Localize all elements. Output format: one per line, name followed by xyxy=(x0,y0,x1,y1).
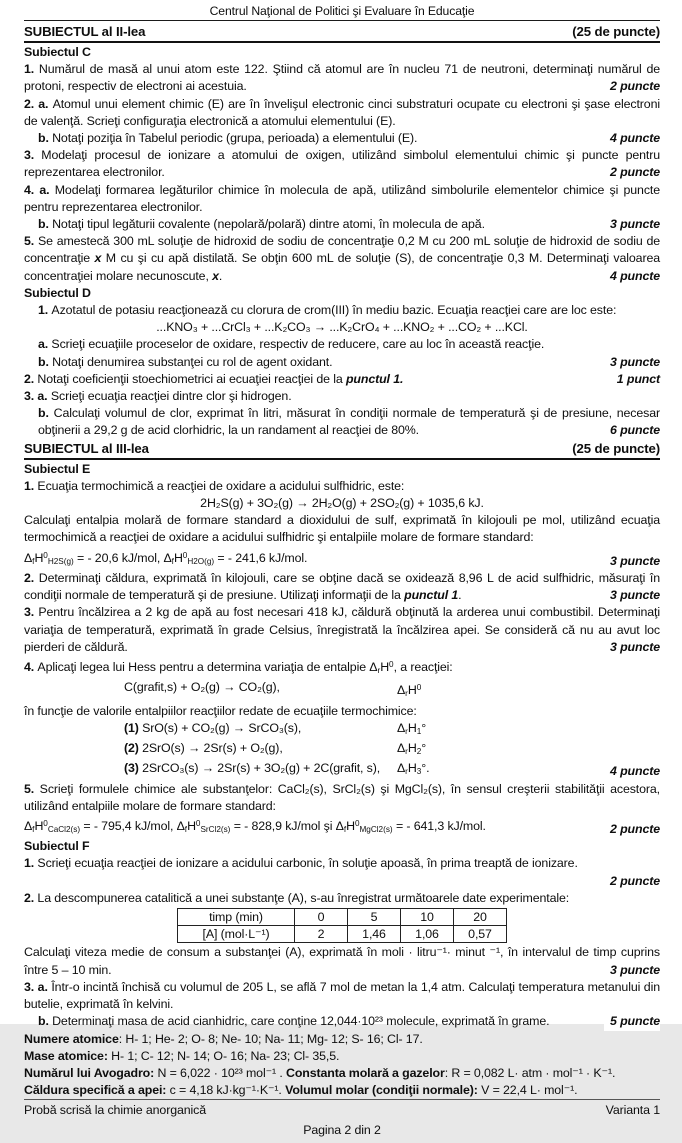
text-segment: 2H₂S(g) + 3O₂(g) → 2H₂O(g) + 2SO₂(g) + 1035,6 kJ. xyxy=(200,496,484,511)
text-segment: CaCl2(s) xyxy=(47,825,81,835)
text-segment: Calculaţi viteza medie de consum a substanţei (A), exprimată în moli · litru⁻¹· minut ⁻¹, în intervalul de timp cuprins între 5 – 10 min. xyxy=(24,945,660,977)
text-segment: M cu şi cu apă distilată. Se obţin 600 mL de soluţie (S), de concentraţie 0,3 M. Determinaţi valoarea concentraţiei molare necunoscute, xyxy=(24,251,660,283)
item-f3b xyxy=(24,1013,660,1030)
text-segment: Azotatul de potasiu reacţionează cu clorura de crom(III) în mediu bazic. Ecuaţia reacţiei care are loc este: xyxy=(51,303,617,318)
footer-divider xyxy=(24,1099,660,1100)
text-segment: Pentru încălzirea a 2 kg de apă au fost necesari 418 kJ, căldură obţinută la arderea unui combustibil. Determinaţi variaţia de temperatură, exprimată în grade Celsius, înregistrată la încălzirea apei. Se consideră că nu au avut loc pierderi de căldură. xyxy=(24,605,660,654)
item-e4-text xyxy=(24,703,660,720)
text-segment: 2SrO(s) → 2Sr(s) + O₂(g), xyxy=(142,741,283,756)
text-segment: f xyxy=(32,556,35,566)
text-segment: = - 795,4 kJ/mol, Δ xyxy=(80,819,185,834)
text-segment: punctul 1. xyxy=(345,371,404,386)
text-segment: 0 xyxy=(389,660,394,670)
org-name: Centrul Naţional de Politici şi Evaluare în Educaţie xyxy=(209,4,475,18)
text-segment: Δ xyxy=(397,761,406,776)
points-label: 3 puncte xyxy=(604,216,660,233)
item-e2 xyxy=(24,570,660,604)
subiectul-c-heading: Subiectul C xyxy=(24,45,91,59)
text-segment: 1. xyxy=(24,62,39,77)
text-segment: Notaţi coeficienţii stoechiometrici ai ecuaţiei reacţiei de la xyxy=(37,371,346,386)
text-segment: în funcţie de valorile entalpiilor reacţiilor redate de ecuaţiile termochimice: xyxy=(24,703,417,718)
table-cell: 2 xyxy=(295,926,348,943)
text-segment: a. xyxy=(38,337,52,352)
text-segment: . xyxy=(458,588,462,603)
text-segment: = - 20,6 kJ/mol, Δ xyxy=(73,550,172,565)
item-c2b xyxy=(24,130,660,147)
document-header xyxy=(24,3,660,21)
text-segment: Numărul de masă al unui atom este 122. Ştiind că atomul are în nucleu 71 de neutroni, determinaţi numărul de protoni, respectiv de electroni ai acestuia. xyxy=(24,62,660,94)
text-segment: Se amestecă 300 mL soluţie de hidroxid de sodiu de concentraţie 0,2 M cu 200 mL soluţie de hidroxid de sodiu de concentraţie xyxy=(24,234,660,266)
item-e5 xyxy=(24,781,660,815)
item-e1-text xyxy=(24,512,660,546)
text-segment: 0 xyxy=(182,550,188,560)
equation-e4-main xyxy=(24,679,660,702)
table-cell: 10 xyxy=(401,909,454,926)
points-label: 1 punct xyxy=(611,371,660,388)
text-segment: Δ xyxy=(24,819,33,834)
text-segment: 0 xyxy=(43,818,48,828)
text-segment: 3 xyxy=(416,767,422,777)
equation-left xyxy=(124,760,397,780)
item-e5-data xyxy=(24,815,660,838)
text-segment: Calculaţi entalpia molară de formare standard a dioxidului de sulf, exprimată în kilojouli pe mol, utilizând ecuaţia termochimică a reacţiei de oxidare a acidului sulfhidric şi entalpiile molare de formare standard: xyxy=(24,513,660,545)
text-segment: c = 4,18 kJ·kg⁻¹·K⁻¹. xyxy=(166,1083,286,1098)
text-segment: : R = 0,082 L· atm · mol⁻¹ · K⁻¹. xyxy=(444,1065,616,1080)
text-segment: H xyxy=(380,660,390,675)
item-c5 xyxy=(24,233,660,285)
text-segment: Notaţi tipul legăturii covalente (nepolară/polară) dintre atomi, în molecula de apă. xyxy=(52,217,485,232)
text-segment: ...KNO₃ + ...CrCl₃ + ...K₂CO₃ → ...K₂CrO₄ + ...KNO₂ + ...CO₂ + ...KCl. xyxy=(156,320,528,335)
text-segment: H xyxy=(407,761,417,776)
text-segment: H2S(g) xyxy=(47,556,74,566)
table-cell: 1,06 xyxy=(401,926,454,943)
points-label: 2 puncte xyxy=(604,78,660,95)
text-segment: H xyxy=(34,550,44,565)
equation-e4-2 xyxy=(24,740,660,760)
text-segment: H xyxy=(346,819,355,834)
section-points: (25 de puncte) xyxy=(572,440,660,456)
table-cell: timp (min) xyxy=(178,909,295,926)
text-segment: Determinaţi căldura, exprimată în kilojouli, care se obţine dacă se oxidează 8,96 L de acid sulfhidric, măsuraţi în condiţii normale de temperatură şi de presiune. Utilizaţi informaţii de la xyxy=(24,571,660,603)
text-segment: V = 22,4 L· mol⁻¹. xyxy=(477,1083,578,1098)
atomic-masses xyxy=(24,1048,660,1065)
text-segment: H xyxy=(407,683,417,698)
equation-d1 xyxy=(24,319,660,336)
text-segment: f xyxy=(32,825,35,835)
equation-e1 xyxy=(24,495,660,512)
equation-e4-3 xyxy=(24,760,660,780)
text-segment: H xyxy=(187,819,196,834)
equation-delta-h xyxy=(397,760,429,780)
section-title: SUBIECTUL al III-lea xyxy=(24,440,149,456)
text-segment: f xyxy=(184,825,188,835)
subiectul-3-bar xyxy=(24,440,660,460)
item-c4a xyxy=(24,182,660,216)
item-f1-points: 2 puncte xyxy=(610,873,660,888)
text-segment: Numărul lui Avogadro: xyxy=(24,1065,155,1080)
text-segment: r xyxy=(405,747,408,757)
text-segment: punctul 1 xyxy=(404,588,459,603)
text-segment: SrCl2(s) xyxy=(200,825,231,835)
item-d1b xyxy=(24,354,660,371)
avogadro-and-gas-constant xyxy=(24,1065,660,1082)
table-cell: 5 xyxy=(348,909,401,926)
item-f3a xyxy=(24,979,660,1013)
text-segment: = - 241,6 kJ/mol. xyxy=(214,550,308,565)
points-label: 6 puncte xyxy=(604,422,660,439)
specific-heat-and-molar-volume xyxy=(24,1082,660,1099)
text-segment: La descompunerea catalitică a unei substanţe (A), s-au înregistrat următoarele date experimentale: xyxy=(37,890,570,905)
text-segment: 1. xyxy=(24,478,38,493)
text-segment: Atomul unui element chimic (E) are în învelişul electronic cinci substraturi ocupate cu electroni şi şase electroni de valenţă. Scrieţi configuraţia electronică a atomului elementului (E). xyxy=(24,96,660,128)
item-d1a xyxy=(24,336,660,353)
table-cell: 1,46 xyxy=(348,926,401,943)
text-segment: Modelaţi procesul de ionizare a atomului de oxigen, utilizând simbolul elementului chimic şi puncte pentru reprezentarea electronilor. xyxy=(24,148,660,180)
text-segment: Calculaţi volumul de clor, exprimat în litri, măsurat în condiţii normale de temperatură şi de presiune, necesar obţinerii a 29,2 g de acid clorhidric, la un randament al reacţiei de 80%. xyxy=(38,406,660,438)
text-segment: 2SrCO₃(s) → 2Sr(s) + 3O₂(g) + 2C(grafit, s), xyxy=(142,761,381,776)
text-segment: 3. a. xyxy=(24,389,51,404)
points-label: 5 puncte xyxy=(604,1013,660,1030)
text-segment: : H- 1; He- 2; O- 8; Ne- 10; Na- 11; Mg- 12; S- 16; Cl- 17. xyxy=(118,1031,423,1046)
text-segment: Determinaţi masa de acid cianhidric, care conţine 12,044·10²³ molecule, exprimată în grame. xyxy=(52,1014,550,1029)
text-segment: H xyxy=(34,819,44,834)
text-segment: 2 xyxy=(416,747,422,757)
text-segment: MgCl2(s) xyxy=(359,825,393,835)
text-segment: 2. xyxy=(24,371,38,386)
item-d3a xyxy=(24,388,660,405)
text-segment: Ecuaţia termochimică a reacţiei de oxidare a acidului sulfhidric, este: xyxy=(37,478,405,493)
text-segment: Într-o incintă închisă cu volumul de 205 L, se află 7 mol de metan la 1,4 atm. Calculaţi temperatura metanului din butelie, exprimată în kelvini. xyxy=(24,979,660,1012)
text-segment: 2. xyxy=(24,890,38,905)
text-segment: ° xyxy=(421,720,427,735)
item-e1-data xyxy=(24,547,660,570)
item-c4b xyxy=(24,216,660,233)
text-segment: 0 xyxy=(43,550,48,560)
table-row xyxy=(178,926,507,943)
text-segment: 4. xyxy=(24,660,38,675)
points-label: 4 puncte xyxy=(604,763,660,780)
text-segment: N = 6,022 · 10²³ mol⁻¹ . xyxy=(154,1065,286,1080)
equation-delta-h xyxy=(397,720,426,740)
text-segment: f xyxy=(343,825,347,835)
equation-left xyxy=(124,720,397,740)
equation-e4-1 xyxy=(24,720,660,740)
text-segment: 0 xyxy=(354,818,360,828)
document-body xyxy=(24,23,660,1099)
atomic-numbers xyxy=(24,1031,660,1048)
text-segment: , a reacţiei: xyxy=(393,660,453,675)
text-segment: (2) xyxy=(124,741,143,756)
text-segment: b. xyxy=(38,406,54,421)
text-segment: 5. xyxy=(24,234,38,249)
text-segment: Numere atomice xyxy=(24,1031,119,1046)
text-segment: b. xyxy=(38,131,53,146)
table-cell: [A] (mol·L⁻¹) xyxy=(178,926,295,943)
points-label: 3 puncte xyxy=(604,553,660,570)
text-segment: H2O(g) xyxy=(187,556,215,566)
text-segment: r xyxy=(405,767,408,777)
section-points: (25 de puncte) xyxy=(572,24,660,39)
text-segment: 5. xyxy=(24,781,40,796)
experimental-data-table xyxy=(24,908,660,943)
text-segment: 0 xyxy=(416,683,422,693)
item-c1 xyxy=(24,61,660,95)
text-segment: (3) xyxy=(124,761,143,776)
item-e3 xyxy=(24,604,660,656)
text-segment: x xyxy=(94,251,102,266)
item-f2-text xyxy=(24,944,660,978)
text-segment: r xyxy=(377,666,381,676)
text-segment: b. xyxy=(38,1014,53,1029)
points-label: 2 puncte xyxy=(604,164,660,181)
text-segment: Modelaţi formarea legăturilor chimice în molecula de apă, utilizând simbolurile elementelor chimice şi puncte pentru reprezentarea electronilor. xyxy=(24,182,660,214)
text-segment: Aplicaţi legea lui Hess pentru a determina variaţia de entalpie Δ xyxy=(37,660,378,675)
text-segment: = - 641,3 kJ/mol. xyxy=(392,819,486,834)
points-label: 3 puncte xyxy=(604,962,660,979)
points-label: 4 puncte xyxy=(604,130,660,147)
text-segment: Δ xyxy=(397,720,406,735)
item-d3b xyxy=(24,405,660,439)
subiectul-f-heading: Subiectul F xyxy=(24,839,90,854)
equation-delta-h xyxy=(397,740,426,760)
footer-page-number: Pagina 2 din 2 xyxy=(303,1123,381,1138)
text-segment: Δ xyxy=(24,550,33,565)
text-segment: 2. a. xyxy=(24,96,53,111)
text-segment: 3. a. xyxy=(24,979,52,994)
text-segment: . xyxy=(218,268,223,283)
points-label: 2 puncte xyxy=(604,821,660,838)
text-segment: Scrieţi ecuaţia reacţiei dintre clor şi hidrogen. xyxy=(50,389,292,404)
text-segment: H xyxy=(407,741,417,756)
item-e4 xyxy=(24,656,660,679)
text-segment: C(grafit,s) + O₂(g) → CO₂(g), xyxy=(124,680,280,695)
table-cell: 20 xyxy=(454,909,507,926)
table-row xyxy=(178,909,507,926)
equation-delta-h xyxy=(397,679,421,702)
text-segment: 1 xyxy=(416,726,422,736)
text-segment: H xyxy=(407,720,417,735)
text-segment: Δ xyxy=(397,741,406,756)
text-segment: Volumul molar (condiţii normale): xyxy=(285,1083,478,1098)
text-segment: 1. xyxy=(38,303,52,318)
text-segment: 4. a. xyxy=(24,182,55,197)
text-segment: Constanta molară a gazelor xyxy=(285,1065,445,1080)
text-segment: Mase atomice: xyxy=(24,1048,108,1063)
subiectul-2-bar xyxy=(24,23,660,43)
data-table xyxy=(177,908,507,943)
text-segment: 3. xyxy=(24,605,39,620)
text-segment: 3. xyxy=(24,148,42,163)
text-segment: Δ xyxy=(397,683,406,698)
item-d1 xyxy=(24,302,660,319)
text-segment: Scrieţi formulele chimice ale substanţelor: CaCl₂(s), SrCl₂(s) şi MgCl₂(s), în sensul creşterii stabilităţii acestora, utilizând entalpiile molare de formare standard: xyxy=(24,781,660,813)
points-label: 3 puncte xyxy=(604,639,660,656)
text-segment: b. xyxy=(38,354,53,369)
subiectul-e-heading: Subiectul E xyxy=(24,461,91,476)
table-cell: 0,57 xyxy=(454,926,507,943)
item-d2 xyxy=(24,371,660,388)
item-c2a xyxy=(24,96,660,130)
text-segment: H- 1; C- 12; N- 14; O- 16; Na- 23; Cl- 35,5. xyxy=(107,1048,340,1063)
text-segment: 2. xyxy=(24,571,39,585)
text-segment: 0 xyxy=(195,818,201,828)
equation-left xyxy=(124,740,397,760)
text-segment: f xyxy=(171,556,174,566)
text-segment: = - 828,9 kJ/mol şi Δ xyxy=(230,819,344,834)
footer-variant: Varianta 1 xyxy=(605,1103,660,1118)
points-label: 3 puncte xyxy=(604,354,660,371)
item-c3 xyxy=(24,147,660,181)
text-segment: x xyxy=(212,268,219,283)
text-segment: SrO(s) + CO₂(g) → SrCO₃(s), xyxy=(142,720,302,735)
text-segment: Notaţi poziţia în Tabelul periodic (grupa, perioada) a elementului (E). xyxy=(52,131,418,146)
item-f2 xyxy=(24,890,660,907)
text-segment: ° xyxy=(421,741,427,756)
text-segment: Notaţi denumirea substanţei cu rol de agent oxidant. xyxy=(52,354,333,369)
text-segment: b. xyxy=(38,217,53,232)
footer-row xyxy=(24,1102,660,1118)
footer-exam-type: Probă scrisă la chimie anorganică xyxy=(24,1103,206,1118)
text-segment: Căldura specifică a apei: xyxy=(24,1083,167,1098)
points-label: 3 puncte xyxy=(604,587,660,604)
table-cell: 0 xyxy=(295,909,348,926)
item-f1 xyxy=(24,855,660,872)
text-segment: (1) xyxy=(124,720,143,735)
text-segment: Scrieţi ecuaţia reacţiei de ionizare a acidului carbonic, în soluţie apoasă, în prima treaptă de ionizare. xyxy=(37,856,578,871)
text-segment: r xyxy=(405,726,408,736)
text-segment: °. xyxy=(421,761,430,776)
points-label: 4 puncte xyxy=(604,268,660,285)
section-title: SUBIECTUL al II-lea xyxy=(24,24,146,39)
text-segment: Scrieţi ecuaţiile proceselor de oxidare, respectiv de reducere, care au loc în această reacţie. xyxy=(51,337,545,352)
equation-left xyxy=(124,679,397,702)
text-segment: r xyxy=(405,689,408,699)
text-segment: 1. xyxy=(24,856,38,871)
text-segment: H xyxy=(173,550,183,565)
subiectul-d-heading: Subiectul D xyxy=(24,285,91,300)
page-footer xyxy=(24,1099,660,1143)
item-e1 xyxy=(24,478,660,495)
